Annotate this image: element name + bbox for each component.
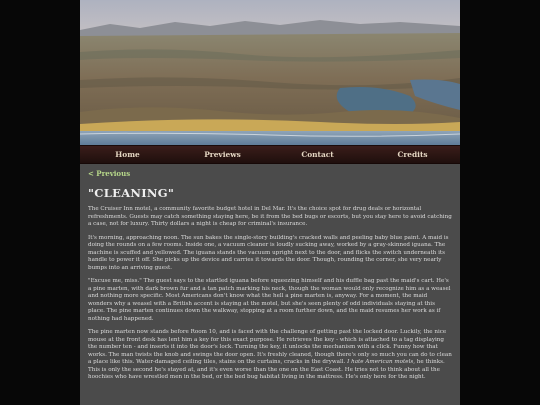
italic-thought: I hate American motels xyxy=(347,359,414,365)
nav-previews-link[interactable]: Previews xyxy=(204,150,241,159)
paragraph-text: The pine marten now stands before Room 10, and is faced with the challenge of getting past the locked door. Luckily, the nice mouse at the front desk has lent him a key for this exact purpose. He retrieves the key - which is attached to a tag displaying the number ten - and inserts it into the door's lock. Turning the key, it unlocks the mechanism with a click. Funny how that works. The man twists the knob and swings the door open. It's freshly cleaned, though there's only so much you can do to clean a place like this. Water-damaged ceiling tiles, stains on the curtains, cracks in the drywall. xyxy=(88,329,452,365)
nav-home-link[interactable]: Home xyxy=(115,150,140,159)
paragraph-4 xyxy=(88,329,452,382)
post-content xyxy=(88,168,452,388)
paragraph-3 xyxy=(88,278,452,323)
nav-bar xyxy=(80,145,460,164)
previous-link[interactable]: < Previous xyxy=(88,169,131,178)
post-title: "CLEANING" xyxy=(88,186,175,200)
paragraph-text: "Excuse me, miss." The guest says to the startled iguana before squeezing himself and his duffle bag past the maid's cart. He's a pine marten, with dark brown fur and a tan patch marking his neck, though the woman would only recognize him as a weasel and nothing more specific. Most Americans don't know what the hell a pine marten is, anyway. For a moment, the maid wonders why a weasel with a British accent is staying at the motel, but she's seen plenty of odd individuals staying at this place. The pine marten continues down the walkway, stopping at a room further down, and the maid resumes her work as if nothing had happened. xyxy=(88,278,451,322)
paragraph-2 xyxy=(88,235,452,273)
nav-credits-link[interactable]: Credits xyxy=(397,150,428,159)
page-column xyxy=(80,0,460,405)
paragraph-1 xyxy=(88,206,452,229)
paragraph-text: , he thinks. This is only the second he's stayed at, and it's even worse than the one on the East Coast. He tries not to think about all the hoochies who have wrestled men in the bed, or the bed bug habitat living in the mattress. He's only here for the night. xyxy=(88,359,445,380)
header-banner-image xyxy=(80,0,460,145)
paragraph-text: The Cruiser Inn motel, a community favorite budget hotel in Del Mar. It's the choice spot for drug deals or horizontal refreshments. Guests may catch something staying here, be it from the bed bugs or escorts, but you stay here to avoid catching a case, not for luxury. Thirty dollars a night is cheap for criminal's insurance. xyxy=(88,206,452,227)
paragraph-text: It's morning, approaching noon. The sun bakes the single-story building's cracked walls and peeling baby blue paint. A maid is doing the rounds on a few rooms. Inside one, a vacuum cleaner is loudly sucking away, worked by a gray-skinned iguana. The machine is scuffed and yellowed. The iguana stands the vacuum upright next to the door, and flicks the switch underneath its handle to power it off. She picks up the device and carries it towards the door. Though, rounding the corner, she very nearly bumps into an arriving guest. xyxy=(88,234,449,271)
nav-contact-link[interactable]: Contact xyxy=(301,150,334,159)
